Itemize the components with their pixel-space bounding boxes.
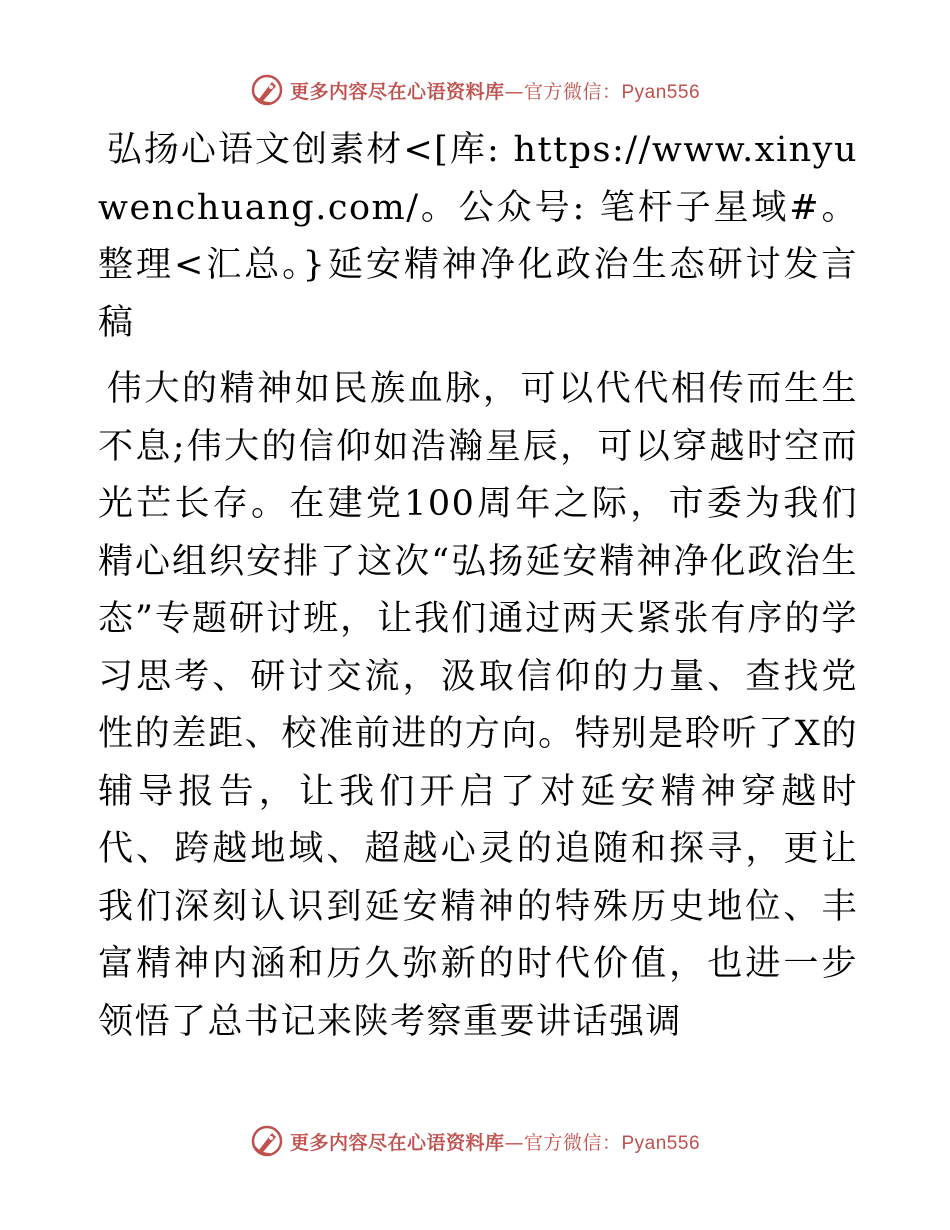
- footer-banner-main: 更多内容尽在心语资料库: [289, 1131, 505, 1154]
- pen-nib-logo-icon: [250, 73, 284, 107]
- document-title-paragraph: 弘扬心语文创素材<[库: https://www.xinyuwenchuang.com/。公众号: 笔杆子星域#。整理<汇总。}延安精神净化政治生态研讨发言稿: [98, 130, 858, 343]
- pen-nib-logo-icon: [250, 1124, 284, 1158]
- footer-banner-wechat-label: 官方微信：: [523, 1131, 622, 1154]
- footer-banner-text: [290, 1128, 700, 1155]
- footer-banner-wechat-id: Pyan556: [621, 1132, 701, 1154]
- footer-banner-dash: —: [504, 1131, 524, 1154]
- footer-watermark-banner: [0, 1121, 950, 1161]
- document-body-paragraph: 伟大的精神如民族血脉，可以代代相传而生生不息;伟大的信仰如浩瀚星辰，可以穿越时空而光芒长存。在建党100周年之际，市委为我们精心组织安排了这次“弘扬延安精神净化政治生态”专题研讨班，让我们通过两天紧张有序的学习思考、研讨交流，汲取信仰的力量、查找党性的差距、校准前进的方向。特别是聆听了X的辅导报告，让我们开启了对延安精神穿越时代、跨越地域、超越心灵的追随和探寻，更让我们深刻认识到延安精神的特殊历史地位、丰富精神内涵和历久弥新的时代价值，也进一步领悟了总书记来陕考察重要讲话强调: [98, 369, 858, 1042]
- document-body: [98, 122, 858, 1051]
- header-banner-text: [290, 77, 700, 104]
- header-watermark-banner: [0, 70, 950, 110]
- header-banner-main: 更多内容尽在心语资料库: [289, 80, 505, 103]
- header-banner-wechat-label: 官方微信：: [523, 80, 622, 103]
- header-banner-wechat-id: Pyan556: [621, 81, 701, 103]
- header-banner-dash: —: [504, 80, 524, 103]
